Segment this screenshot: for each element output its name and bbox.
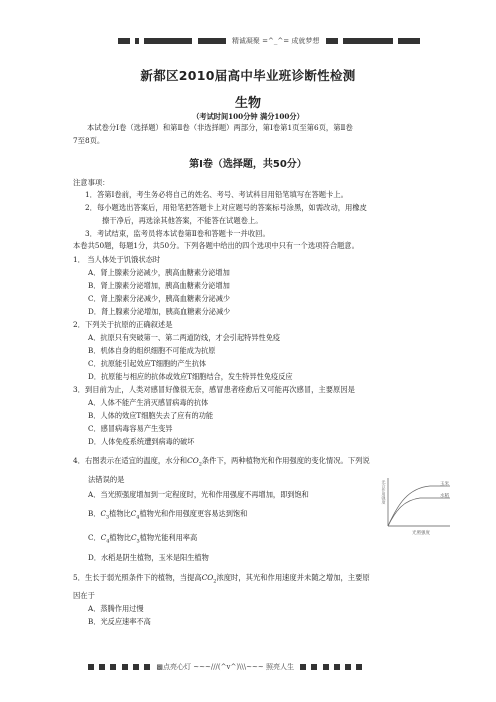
option[interactable]: C．感冒病毒容易产生变异	[88, 424, 173, 433]
footer-decoration	[311, 664, 317, 670]
formula-c: C	[100, 533, 107, 542]
stem-text: 5．生长于弱光照条件下的植物，当提高	[73, 573, 202, 582]
note-number: 2．	[85, 203, 97, 212]
option-text: 植物光和作用强度更容易达到饱和	[139, 509, 248, 518]
footer-decoration	[300, 664, 306, 670]
note-number: 1．	[85, 190, 97, 199]
question-stem: 2．下列关于抗原的正确叙述是	[73, 320, 173, 329]
header-decoration	[198, 38, 226, 44]
question-stem	[73, 456, 370, 469]
note-text: 擦干净后，再选涂其他答案，不能答在试题卷上。	[102, 216, 263, 225]
graph-legend-rice: 水稻	[440, 494, 449, 499]
formula-subscript: 4	[106, 538, 110, 545]
note-item	[85, 190, 348, 200]
option[interactable]: D．抗原能与相应的抗体或效应T细胞结合，发生特异性免疫反应	[88, 372, 293, 381]
header-decoration	[398, 38, 420, 44]
time-note: （考试时间100分钟 满分100分）	[192, 112, 304, 121]
instructions: 本卷共50题，每题1分，共50分。下列各题中给出的四个选项中只有一个选项符合题意。	[73, 241, 359, 250]
option[interactable]: D．人体免疫系统遭到病毒的破坏	[88, 437, 195, 446]
option-text: 植物光能利用率高	[139, 533, 198, 542]
note-item	[102, 216, 263, 226]
formula-subscript: 4	[136, 514, 140, 521]
note-item	[85, 203, 367, 213]
option[interactable]: A．人体不能产生消灭感冒病毒的抗体	[88, 398, 209, 407]
intro-line: 7至8页。	[73, 136, 105, 145]
stem-text: 条件下，两种植物光和作用强度的变化情况。下列说	[201, 456, 370, 465]
option-text: 植物比	[109, 533, 131, 542]
option[interactable]: B．光反应速率不高	[88, 617, 151, 626]
option[interactable]: A．当光照强度增加到一定程度时，光和作用强度不再增加，即到饱和	[88, 490, 309, 499]
formula-co2: CO	[201, 573, 214, 582]
option[interactable]: A．蒸腾作用过慢	[88, 604, 144, 613]
stem-text: 4．右图表示在适宜的温度，水分和	[73, 456, 188, 465]
header-text: 精诚凝聚 =^_^= 成就梦想	[231, 37, 320, 45]
option-text: 植物比	[109, 509, 131, 518]
graph-xlabel: 光照强度	[412, 531, 430, 536]
formula-c: C	[100, 509, 106, 518]
question-stem	[73, 573, 370, 586]
footer-decoration	[334, 664, 340, 670]
header-decoration	[144, 38, 192, 44]
formula-c: C	[130, 533, 137, 542]
formula-subscript: 3	[136, 538, 140, 545]
graph-curve-rice	[388, 498, 450, 526]
question-stem: 3．到目前为止，人类对感冒好像很无奈，感冒患者痊愈后又可能再次感冒，主要原因是	[73, 385, 355, 394]
option[interactable]	[88, 509, 247, 520]
footer-decoration	[88, 664, 94, 670]
formula-subscript: 2	[213, 578, 217, 585]
header-decoration	[343, 38, 393, 44]
stem-text: 浓度时，其光和作用速度并未随之增加，主要原	[216, 573, 370, 582]
formula-co2: CO	[187, 456, 199, 465]
footer-decoration	[345, 664, 351, 670]
graph-legend-corn: 玉米	[440, 482, 449, 487]
note-number: 3．	[85, 229, 97, 238]
note-item	[85, 229, 270, 239]
header-decoration	[118, 38, 130, 44]
footer-decoration	[122, 664, 128, 670]
option[interactable]: B．人体的效应T细胞失去了应有的功能	[88, 411, 214, 420]
page-footer	[88, 662, 362, 672]
question-stem-cont: 因在于	[73, 591, 95, 600]
photosynthesis-graph	[378, 474, 462, 540]
option-letter: B．	[88, 509, 101, 518]
note-text: 每小题选出答案后，用铅笔把答题卡上对应题号的答案标号涂黑，如需改动，用橡皮	[96, 203, 367, 212]
graph-curve-corn	[388, 486, 450, 526]
header-decoration	[326, 38, 338, 44]
option[interactable]: B．机体自身的组织细胞不可能成为抗原	[88, 346, 216, 355]
note-text: 考试结束，监考员将本试卷第Ⅱ卷和答题卡一并收回。	[96, 229, 270, 238]
notes-title: 注意事项：	[73, 178, 110, 187]
formula-c: C	[130, 509, 137, 518]
option[interactable]: B．肾上腺素分泌增加，胰高血糖素分泌增加	[88, 281, 230, 290]
footer-decoration	[356, 664, 362, 670]
header-decoration	[135, 38, 139, 44]
option[interactable]: A．肾上腺素分泌减少，胰高血糖素分泌增加	[88, 268, 230, 277]
section-title: 第Ⅰ卷（选择题，共50分）	[189, 159, 307, 170]
exam-title: 新都区2010届高中毕业班诊断性检测	[140, 68, 356, 83]
option[interactable]: C．肾上腺素分泌减少，胰高血糖素分泌减少	[88, 294, 231, 303]
note-text: 答第Ⅰ卷前，考生务必将自己的姓名、考号、考试科目用铅笔填写在答题卡上。	[96, 190, 348, 199]
formula-subscript: 3	[105, 514, 110, 521]
option[interactable]: D．肾上腺素分泌增加，胰高血糖素分泌减少	[88, 307, 231, 316]
footer-decoration	[133, 664, 139, 670]
footer-decoration	[323, 664, 329, 670]
option[interactable]: C．抗原能引起效应T细胞的产生抗体	[88, 359, 207, 368]
formula-subscript: 2	[198, 461, 202, 468]
footer-text: ▩点亮心灯 ~~~///(^v^)\\\~~~ 照亮人生	[156, 663, 294, 671]
footer-decoration	[144, 664, 150, 670]
page-header	[118, 36, 420, 46]
footer-decoration	[110, 664, 116, 670]
option-letter: C．	[88, 533, 101, 542]
graph-ylabel: 光合作用强度	[381, 480, 387, 504]
intro-line: 本试卷分Ⅰ卷（选择题）和第Ⅱ卷（非选择题）两部分，第Ⅰ卷第1页至第6页，第Ⅱ卷	[87, 123, 353, 132]
question-stem-cont: 法错误的是	[88, 475, 125, 484]
option[interactable]: D．水稻是阴生植物，玉米是阳生植物	[88, 553, 209, 562]
footer-decoration	[99, 664, 105, 670]
subject-title: 生物	[234, 96, 261, 111]
option[interactable]: A．抗原只有突破第一、第二两道防线，才会引起特异性免疫	[88, 333, 281, 342]
question-stem: 1． 当人体处于饥饿状态时	[73, 255, 161, 264]
option[interactable]	[88, 533, 197, 544]
